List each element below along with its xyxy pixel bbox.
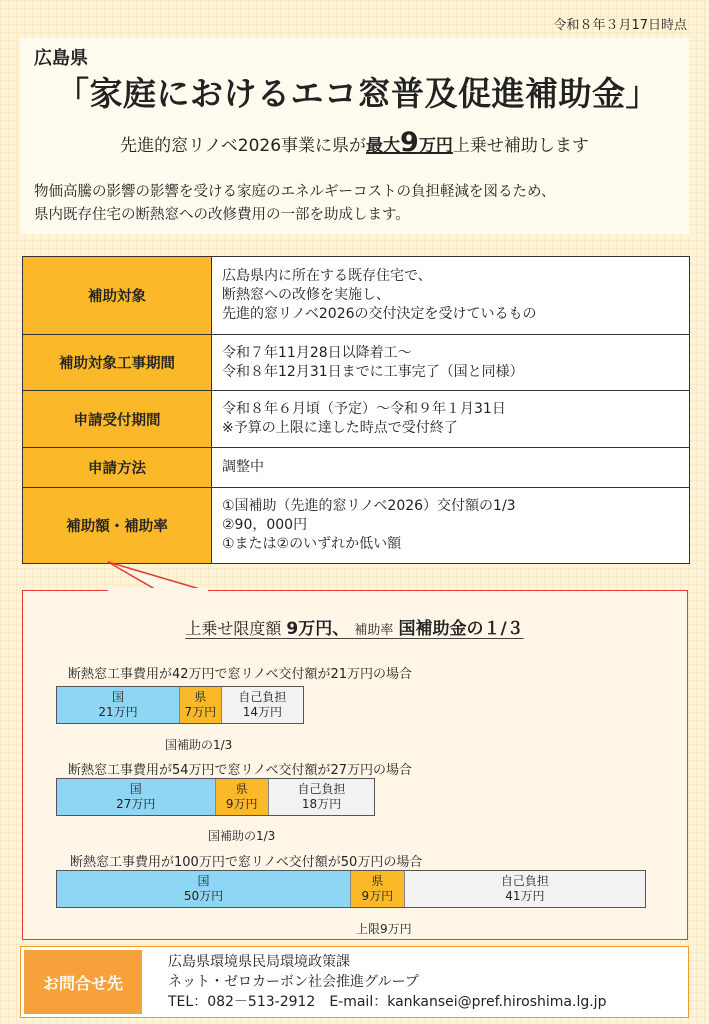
prefecture-name: 広島県: [34, 48, 88, 69]
kuni-segment-value: 27万円: [116, 797, 156, 811]
self-segment-value: 18万円: [301, 797, 342, 811]
row-value: [212, 391, 690, 448]
example-caption: 断熱窓工事費用が100万円で窓リノベ交付額が50万円の場合: [70, 855, 423, 870]
kuni-segment: [57, 687, 179, 723]
rate-label: 補助率: [354, 623, 394, 638]
kuni-segment-label: 国: [129, 782, 142, 796]
subtitle-emph-b: 9: [400, 127, 419, 158]
example-note: 国補助の1/3: [208, 829, 276, 843]
example-note: 国補助の1/3: [165, 738, 233, 752]
cost-breakdown-bar: [56, 686, 304, 724]
row-label: 補助額・補助率: [23, 488, 212, 564]
description-line: 物価高騰の影響の影響を受ける家庭のエネルギーコストの負担軽減を図るため、: [34, 184, 556, 200]
self-segment-label: 自己負担: [297, 782, 346, 796]
subtitle: [0, 127, 709, 158]
kuni-segment-value: 21万円: [98, 705, 138, 719]
ken-segment-value: 9万円: [361, 889, 394, 903]
as-of-date: 令和８年３月17日時点: [553, 18, 687, 33]
subtitle-emphasis: [366, 127, 453, 158]
row-value-line: ②90，000円: [222, 517, 308, 533]
description: [34, 181, 555, 227]
ken-segment-value: 9万円: [225, 797, 258, 811]
row-label: 補助対象工事期間: [23, 335, 212, 391]
contact-label: お問合せ先: [24, 950, 142, 1014]
ken-segment: [179, 687, 222, 723]
self-segment-value: 41万円: [505, 889, 545, 903]
subtitle-post: 上乗せ補助します: [452, 136, 589, 156]
table-row: [23, 335, 690, 391]
contact-department: 広島県環境県民局環境政策課: [168, 954, 350, 970]
row-value-line: ①国補助（先進的窓リノベ2026）交付額の1/3: [222, 498, 516, 514]
limit-label: 上乗せ限度額: [185, 619, 282, 638]
page-title: 「家庭におけるエコ窓普及促進補助金」: [56, 74, 659, 113]
contact-phone-email: TEL：082－513-2912 E-mail：kankansei@pref.hiroshima.lg.jp: [168, 994, 607, 1010]
row-value-line: 広島県内に所在する既存住宅で、: [222, 268, 432, 284]
row-value-line: 断熱窓への改修を実施し、: [222, 287, 390, 303]
self-segment: [405, 871, 645, 907]
rate-value: 国補助金の１/３: [398, 619, 524, 639]
subtitle-emph-c: 万円: [418, 136, 453, 156]
subtitle-emph-a: 最大: [366, 136, 401, 156]
table-row: [23, 448, 690, 488]
example-caption: 断熱窓工事費用が54万円で窓リノベ交付額が27万円の場合: [68, 763, 413, 778]
contact-group: ネット・ゼロカーボン社会推進グループ: [168, 974, 419, 990]
ken-segment-label: 県: [371, 874, 384, 888]
kuni-segment-label: 国: [111, 690, 124, 704]
callout-tail-join: [108, 588, 208, 594]
table-row: [23, 391, 690, 448]
table-row: [23, 257, 690, 335]
description-line: 県内既存住宅の断熱窓への改修費用の一部を助成します。: [34, 207, 410, 223]
table-row: [23, 488, 690, 564]
self-segment-label: 自己負担: [500, 874, 549, 888]
row-value: [212, 335, 690, 391]
row-value-line: 先進的窓リノベ2026の交付決定を受けているもの: [222, 306, 537, 322]
self-segment-label: 自己負担: [238, 690, 287, 704]
example-caption: 断熱窓工事費用が42万円で窓リノベ交付額が21万円の場合: [68, 667, 413, 682]
limit-underlined: [185, 619, 523, 638]
example-note: 上限9万円: [356, 922, 412, 936]
ken-segment-label: 県: [235, 782, 248, 796]
row-label: 申請受付期間: [23, 391, 212, 448]
self-segment-value: 14万円: [242, 705, 282, 719]
subtitle-pre: 先進的窓リノベ2026事業に県が: [120, 136, 367, 156]
row-value-line: 令和８年６月頃（予定）～令和９年１月31日: [222, 401, 506, 417]
ken-segment: [350, 871, 405, 907]
kuni-segment-label: 国: [197, 874, 210, 888]
cost-breakdown-bar: [56, 778, 375, 816]
row-value: [212, 488, 690, 564]
ken-segment-label: 県: [194, 690, 207, 704]
kuni-segment-value: 50万円: [183, 889, 224, 903]
row-value-line: 令和７年11月28日以降着工～: [222, 344, 412, 361]
row-value: [212, 448, 690, 488]
row-value-line: 調整中: [222, 459, 264, 475]
contact-details: [168, 952, 606, 1012]
cost-breakdown-bar: [56, 870, 646, 908]
row-label: 補助対象: [23, 257, 212, 335]
ken-segment-value: 7万円: [184, 705, 217, 719]
info-table: [22, 256, 690, 564]
limit-amount: 9万円、: [286, 619, 350, 639]
row-value-line: 令和８年12月31日までに工事完了（国と同様）: [222, 363, 524, 380]
row-value-line: ①または②のいずれか低い額: [222, 536, 402, 552]
row-label: 申請方法: [23, 448, 212, 488]
limit-summary: [0, 614, 709, 639]
ken-segment: [215, 779, 270, 815]
row-value-line: ※予算の上限に達した時点で受付終了: [222, 420, 458, 436]
kuni-segment: [57, 871, 350, 907]
self-segment: [222, 687, 303, 723]
self-segment: [269, 779, 374, 815]
kuni-segment: [57, 779, 215, 815]
row-value: [212, 257, 690, 335]
